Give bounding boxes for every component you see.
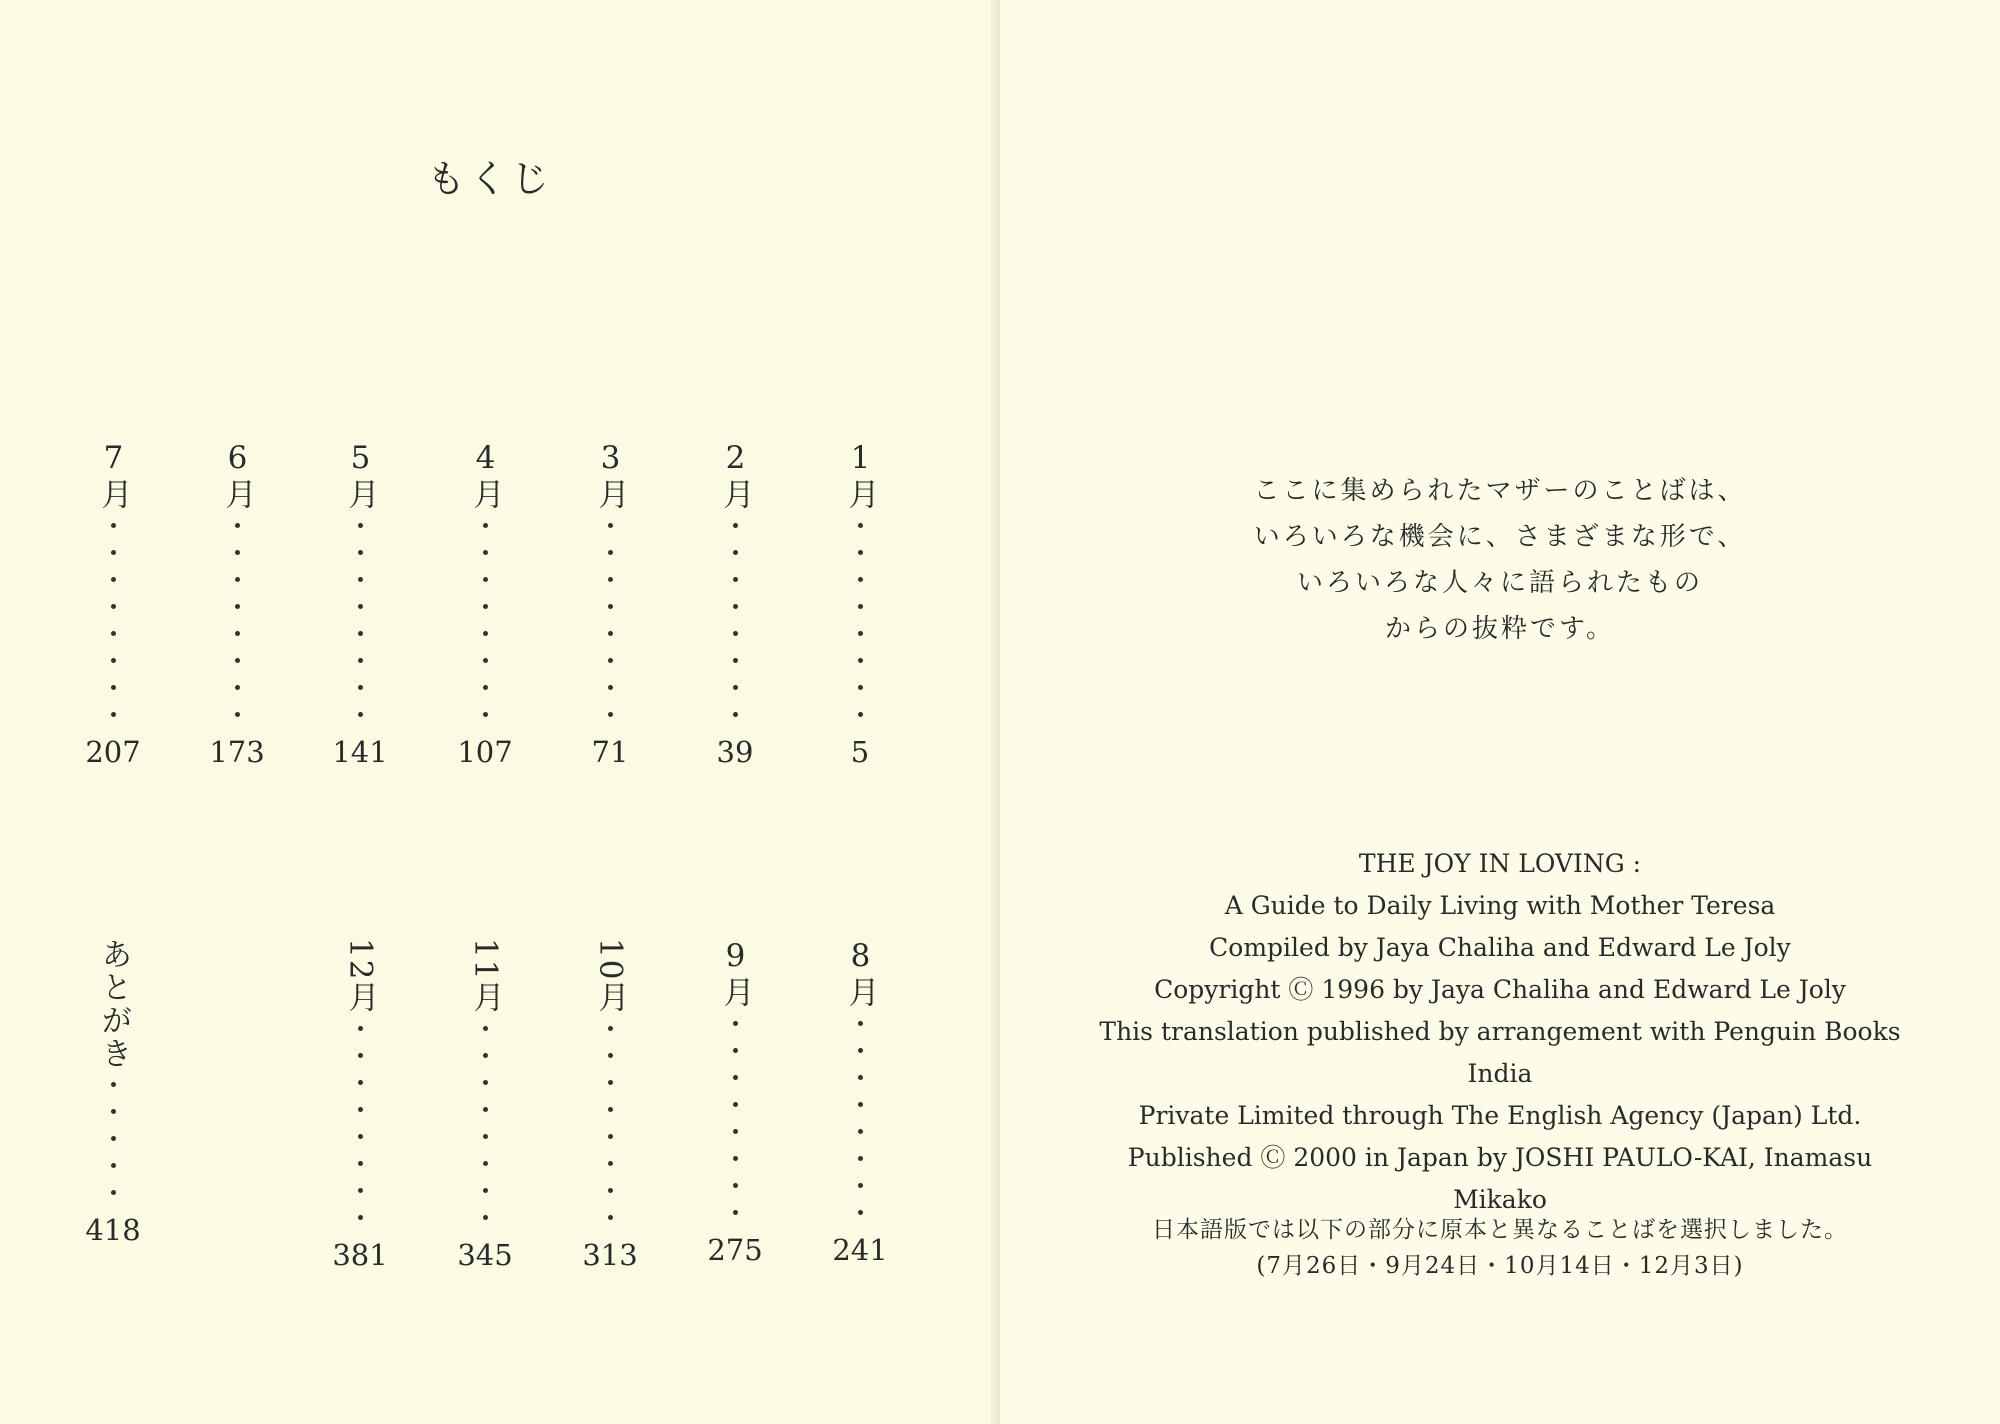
toc-entry-nov	[430, 938, 540, 1272]
toc-label: 9月	[717, 938, 754, 1009]
intro-line: ここに集められたマザーのことばは、	[1253, 476, 1747, 506]
toc-label: 12月	[342, 938, 379, 1015]
toc-leader-dots	[483, 1026, 488, 1220]
copyright-credits	[1090, 843, 1910, 1221]
toc-entry-may	[305, 440, 415, 769]
toc-page-number: 173	[209, 735, 265, 769]
toc-entry-jul	[58, 440, 168, 769]
toc-page-number: 381	[332, 1238, 388, 1273]
toc-entry-sep	[680, 938, 790, 1267]
toc-leader-dots	[733, 523, 738, 717]
toc-page-number: 5	[850, 735, 870, 769]
toc-entry-apr	[430, 440, 540, 769]
toc-page-number: 345	[457, 1238, 513, 1273]
intro-line: からの抜粋です。	[1385, 614, 1615, 644]
toc-page-number: 418	[85, 1213, 141, 1247]
toc-entry-oct	[555, 938, 665, 1272]
toc-label: 8月	[842, 938, 879, 1009]
toc-label: 3月	[592, 440, 629, 511]
toc-entry-jun	[182, 440, 292, 769]
toc-leader-dots	[358, 1026, 363, 1220]
toc-leader-dots	[608, 1026, 613, 1220]
toc-label: 2月	[717, 440, 754, 511]
intro-paragraph	[1100, 468, 1900, 652]
toc-page-number: 275	[707, 1233, 763, 1267]
toc-label: 6月	[219, 440, 256, 511]
toc-leader-dots	[608, 523, 613, 717]
toc-page-number: 107	[457, 735, 513, 769]
toc-page-number: 141	[332, 735, 388, 769]
toc-page-number: 207	[85, 735, 141, 769]
toc-leader-dots	[111, 1082, 116, 1195]
toc-page-number: 71	[591, 735, 629, 769]
toc-page-number: 39	[716, 735, 754, 769]
toc-leader-dots	[733, 1021, 738, 1215]
toc-label: あとがき	[95, 938, 132, 1070]
intro-line: いろいろな人々に語られたもの	[1296, 568, 1703, 598]
toc-entry-aug	[805, 938, 915, 1267]
credits-line: A Guide to Daily Living with Mother Teresa	[1224, 891, 1776, 920]
toc-entry-mar	[555, 440, 665, 769]
toc-leader-dots	[358, 523, 363, 717]
toc-label: 10月	[592, 938, 629, 1015]
toc-label: 5月	[342, 440, 379, 511]
toc-label: 1月	[842, 440, 879, 511]
note-line: (7月26日・9月24日・10月14日・12月3日)	[1256, 1253, 1744, 1279]
credits-line: Published Ⓒ 2000 in Japan by JOSHI PAULO-KAI, Inamasu Mikako	[1127, 1143, 1873, 1214]
toc-entry-afterword	[58, 938, 168, 1247]
toc-leader-dots	[858, 523, 863, 717]
toc-entry-feb	[680, 440, 790, 769]
toc-leader-dots	[111, 523, 116, 717]
toc-leader-dots	[858, 1021, 863, 1215]
toc-entry-jan	[805, 440, 915, 769]
credits-line: Copyright Ⓒ 1996 by Jaya Chaliha and Edward Le Joly	[1154, 975, 1846, 1004]
credits-line: Compiled by Jaya Chaliha and Edward Le Joly	[1209, 933, 1791, 962]
toc-label: 11月	[467, 938, 504, 1015]
toc-page-number: 241	[832, 1233, 888, 1267]
toc-leader-dots	[483, 523, 488, 717]
credits-line: This translation published by arrangement with Penguin Books India	[1099, 1017, 1901, 1088]
credits-line: Private Limited through The English Agency (Japan) Ltd.	[1138, 1101, 1862, 1130]
intro-line: いろいろな機会に、さまざまな形で、	[1253, 522, 1747, 552]
toc-title: もくじ	[426, 157, 553, 201]
note-line: 日本語版では以下の部分に原本と異なることばを選択しました。	[1152, 1217, 1848, 1243]
toc-label: 7月	[95, 440, 132, 511]
toc-label: 4月	[467, 440, 504, 511]
credits-line: THE JOY IN LOVING :	[1358, 849, 1642, 878]
toc-page-number: 313	[582, 1238, 638, 1273]
japanese-edition-note	[1090, 1212, 1910, 1284]
toc-entry-dec	[305, 938, 415, 1272]
toc-leader-dots	[235, 523, 240, 717]
